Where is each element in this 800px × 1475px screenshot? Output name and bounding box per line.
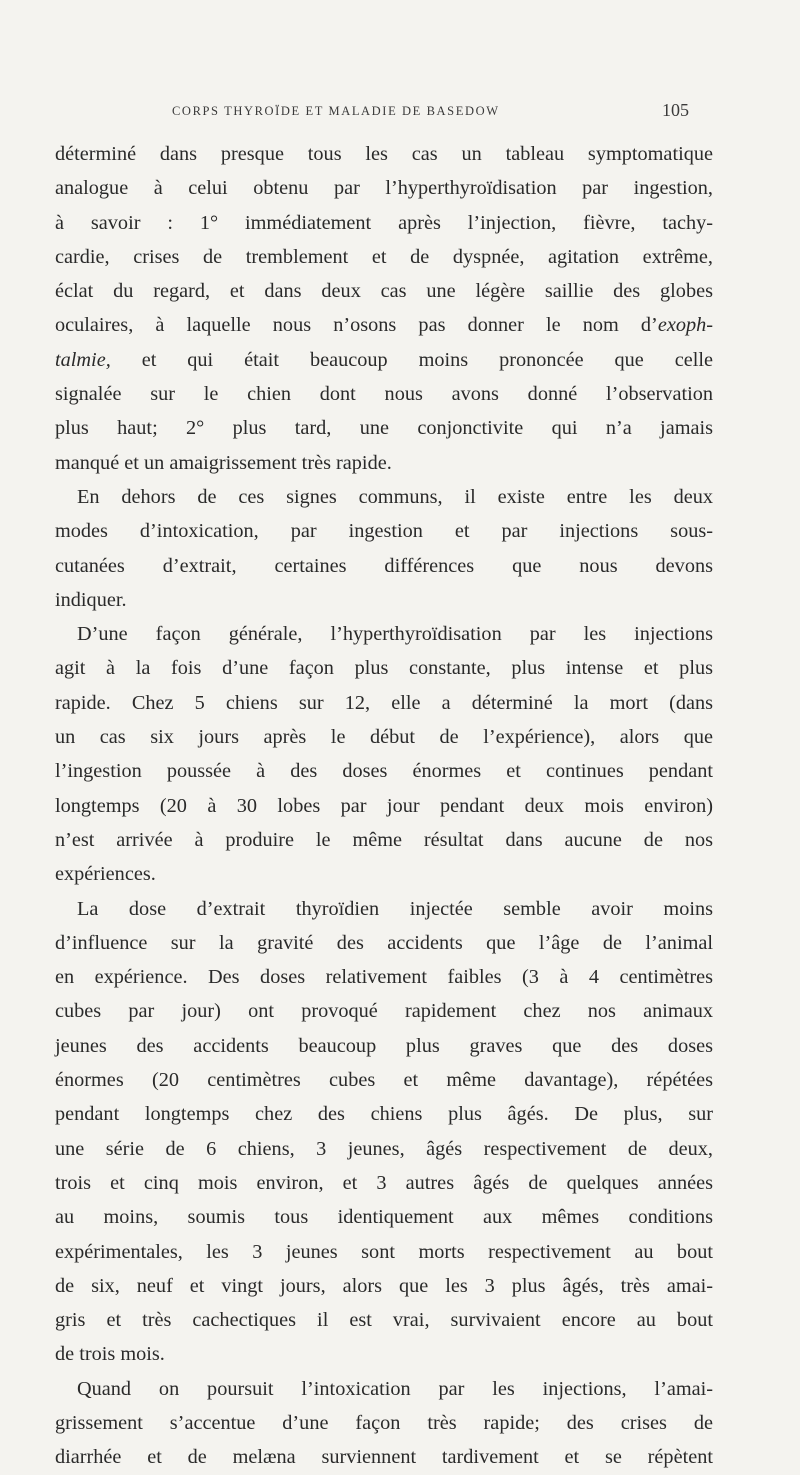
text-line: En dehors de ces signes communs, il existe entre les deux — [77, 485, 713, 508]
text-line: grissement s’accentue d’une façon très rapide; des crises de — [55, 1411, 713, 1434]
text-line: D’une façon générale, l’hyperthyroïdisation par les injections — [77, 623, 713, 646]
body-text — [55, 137, 713, 1475]
text-line: signalée sur le chien dont nous avons donné l’observation — [55, 383, 713, 406]
text-line: diarrhée et de melæna surviennent tardivement et se répètent — [55, 1446, 713, 1469]
text-line: La dose d’extrait thyroïdien injectée semble avoir moins — [77, 897, 713, 920]
text-line: de trois mois. — [55, 1343, 165, 1366]
text-line: rapide. Chez 5 chiens sur 12, elle a déterminé la mort (dans — [55, 691, 713, 714]
text-line: cardie, crises de tremblement et de dyspnée, agitation extrême, — [55, 245, 713, 268]
text-line: pendant longtemps chez des chiens plus âgés. De plus, sur — [55, 1103, 713, 1126]
text-line: trois et cinq mois environ, et 3 autres âgés de quelques années — [55, 1171, 713, 1194]
text-line: cubes par jour) ont provoqué rapidement chez nos animaux — [55, 1000, 713, 1023]
text-line: d’influence sur la gravité des accidents que l’âge de l’animal — [55, 931, 713, 954]
text-line — [55, 343, 713, 377]
text-line: l’ingestion poussée à des doses énormes et continues pendant — [55, 760, 713, 783]
text-line: indiquer. — [55, 588, 127, 611]
text-line: cutanées d’extrait, certaines différences que nous devons — [55, 554, 713, 577]
text-line: déterminé dans presque tous les cas un tableau symptomatique — [55, 143, 713, 165]
text-line: au moins, soumis tous identiquement aux mêmes conditions — [55, 1206, 713, 1229]
running-head: CORPS THYROÏDE ET MALADIE DE BASEDOW — [172, 104, 500, 118]
page-number: 105 — [662, 100, 689, 120]
text-line: éclat du regard, et dans deux cas une légère saillie des globes — [55, 280, 713, 303]
text-line: un cas six jours après le début de l’expérience), alors que — [55, 726, 713, 749]
text-line: jeunes des accidents beaucoup plus graves que des doses — [55, 1034, 713, 1057]
text-line: en expérience. Des doses relativement faibles (3 à 4 centimètres — [55, 966, 713, 989]
text-line: manqué et un amaigrissement très rapide. — [55, 451, 392, 474]
text-line: modes d’intoxication, par ingestion et par injections sous- — [55, 520, 713, 543]
text-line: agit à la fois d’une façon plus constante, plus intense et plus — [55, 657, 713, 680]
italic-term: talmie, — [55, 348, 111, 371]
text-segment: oculaires, à laquelle nous n’osons pas donner le nom d’ — [55, 314, 658, 337]
text-line: Quand on poursuit l’intoxication par les injections, l’amai- — [77, 1377, 713, 1400]
text-line: gris et très cachectiques il est vrai, survivaient encore au bout — [55, 1309, 713, 1332]
text-line: longtemps (20 à 30 lobes par jour pendant deux mois environ) — [55, 794, 713, 817]
text-line: une série de 6 chiens, 3 jeunes, âgés respectivement de deux, — [55, 1137, 713, 1160]
text-line: n’est arrivée à produire le même résultat dans aucune de nos — [55, 828, 713, 851]
text-line: analogue à celui obtenu par l’hyperthyroïdisation par ingestion, — [55, 177, 713, 200]
text-line — [55, 308, 713, 342]
text-line: expérimentales, les 3 jeunes sont morts respectivement au bout — [55, 1240, 713, 1263]
text-line: à savoir : 1° immédiatement après l’injection, fièvre, tachy- — [55, 211, 713, 234]
text-segment: et qui était beaucoup moins prononcée que celle — [110, 348, 713, 371]
text-line: expériences. — [55, 863, 156, 886]
text-line: de six, neuf et vingt jours, alors que les 3 plus âgés, très amai- — [55, 1274, 713, 1297]
text-line: énormes (20 centimètres cubes et même davantage), répétées — [55, 1069, 713, 1092]
italic-term: exoph- — [657, 314, 713, 337]
text-line: plus haut; 2° plus tard, une conjonctivite qui n’a jamais — [55, 417, 713, 440]
